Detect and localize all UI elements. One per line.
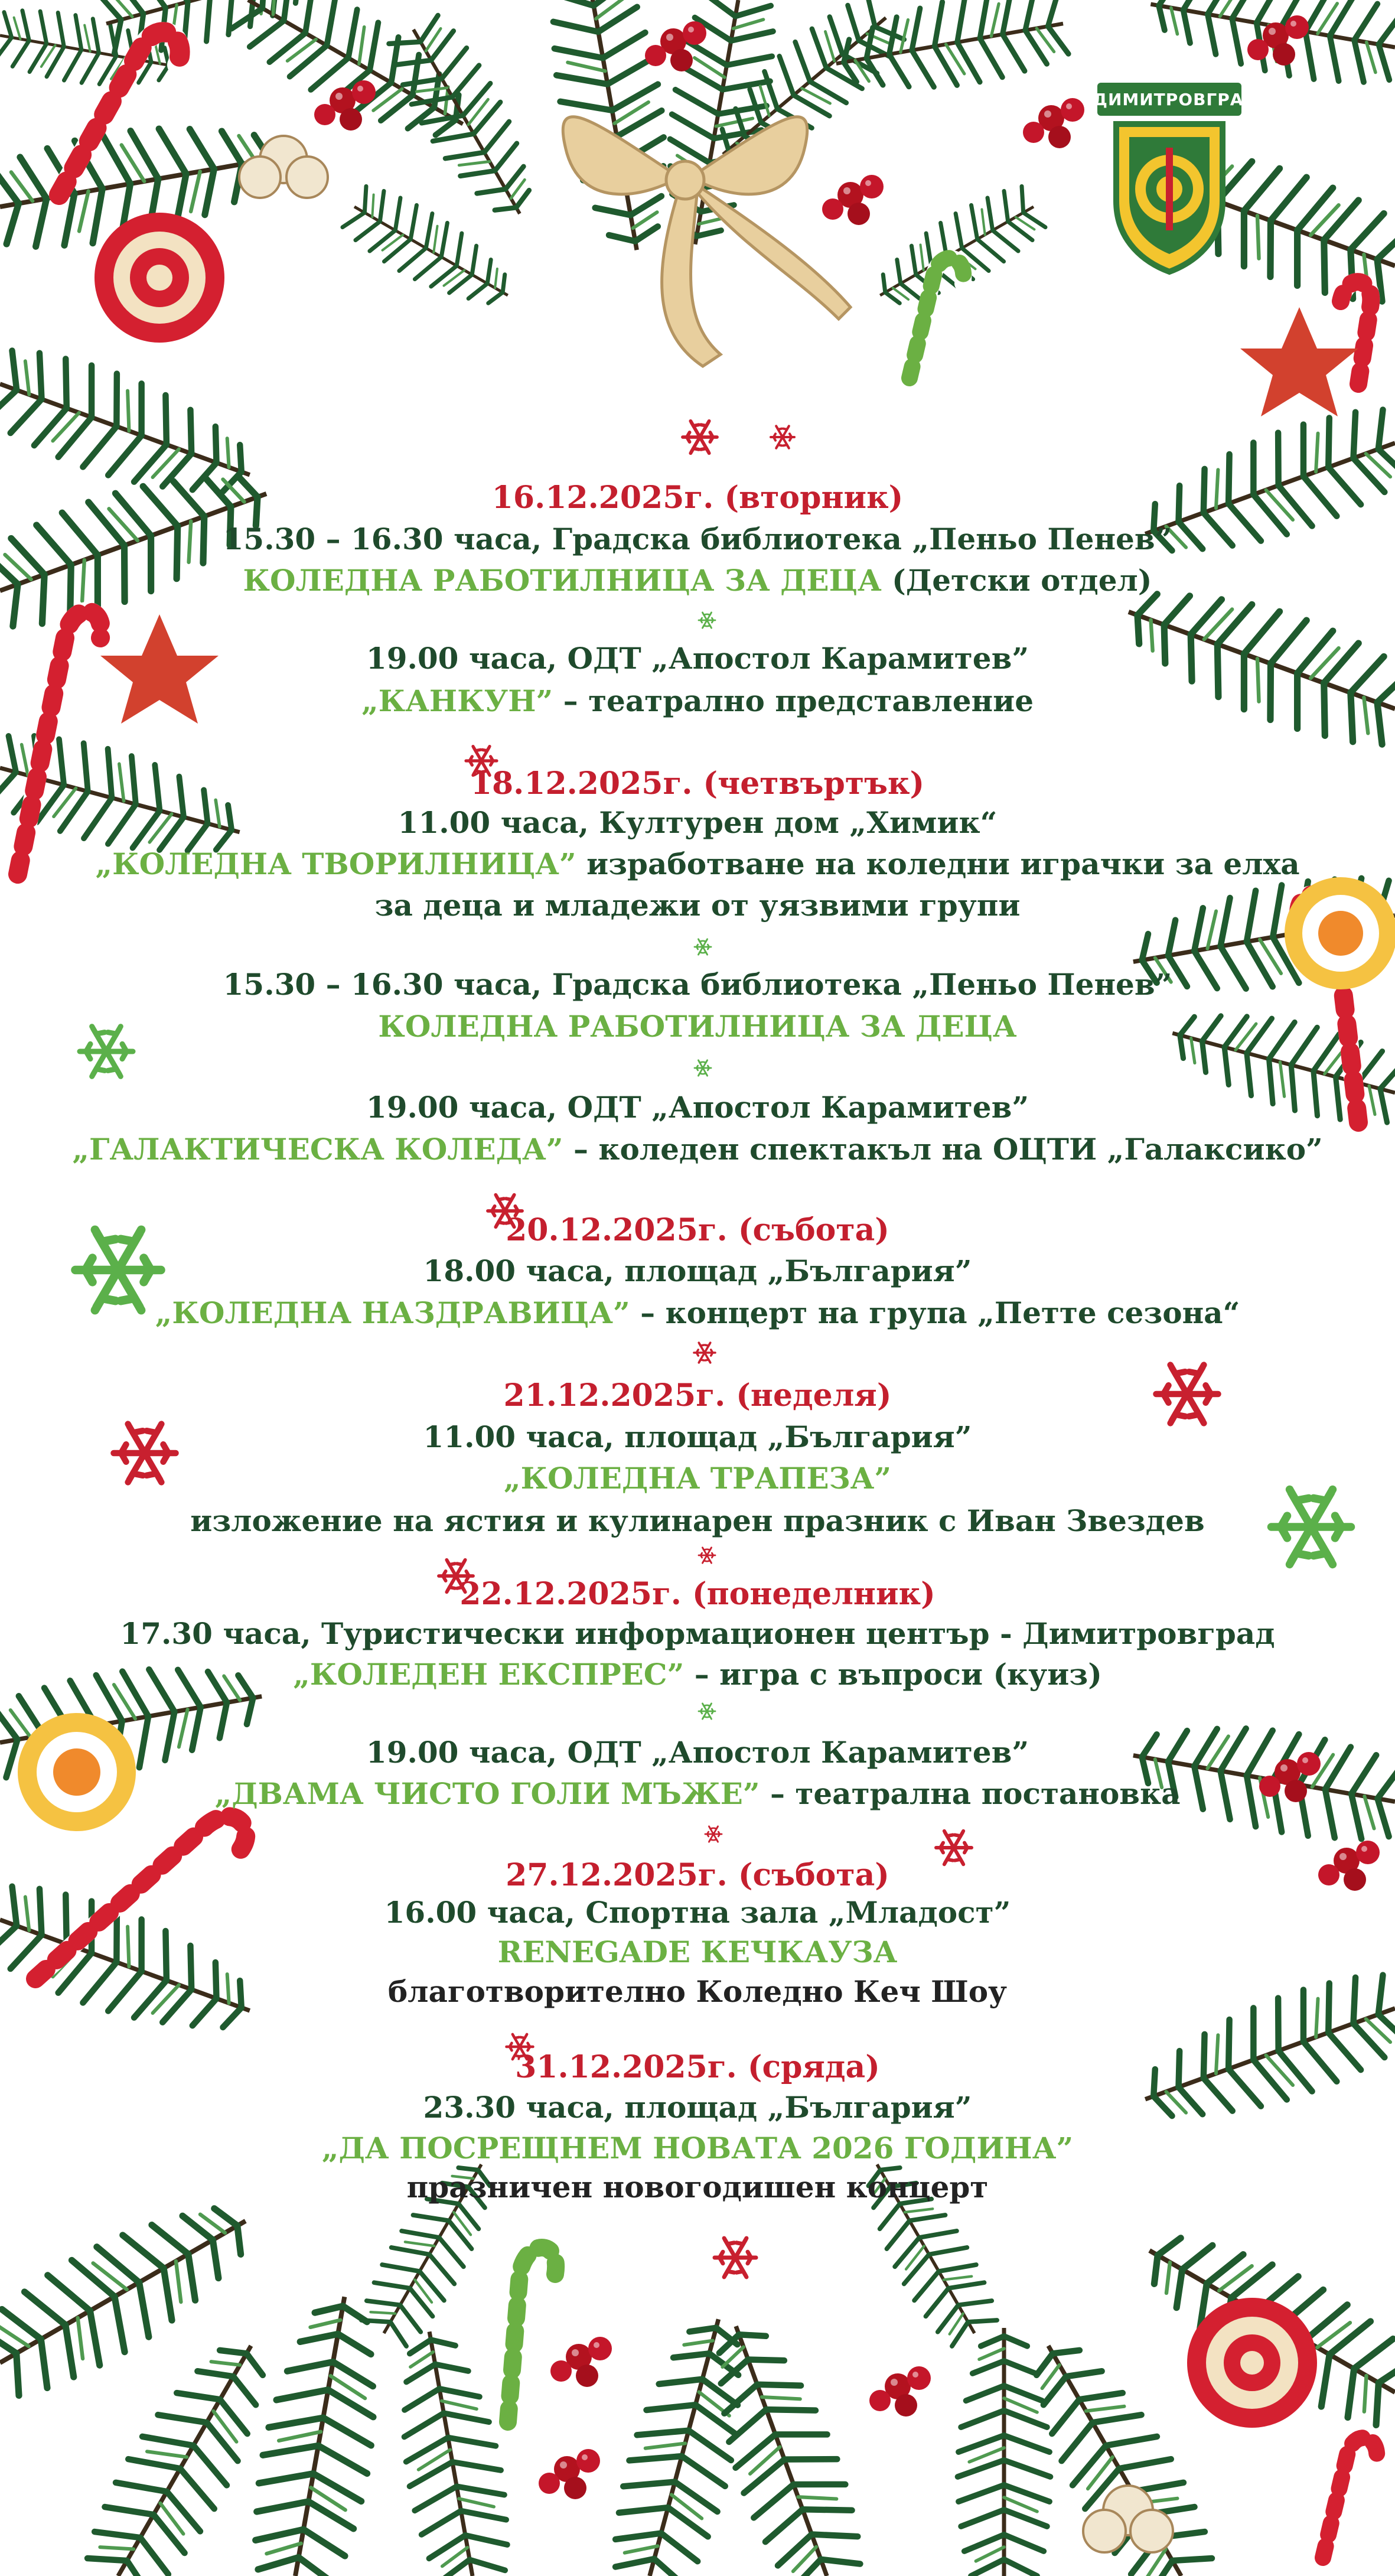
event-extra: изложение на ястия и кулинарен празник с Иван Звездев — [190, 1503, 1205, 1538]
event-title: КОЛЕДНА РАБОТИЛНИЦА ЗА ДЕЦА — [243, 563, 882, 598]
event-date: 18.12.2025г. (четвъртък) — [470, 766, 925, 802]
event-date: 22.12.2025г. (понеделник) — [459, 1576, 936, 1612]
event-date: 31.12.2025г. (сряда) — [515, 2049, 880, 2085]
event-time-place: 15.30 – 16.30 часа, Градска библиотека „Пеньо Пенев” — [223, 522, 1172, 556]
event-note: (Детски отдел) — [881, 563, 1152, 598]
event-time-place: 18.00 часа, площад „България” — [423, 1253, 972, 1288]
event-title: „ДВАМА ЧИСТО ГОЛИ МЪЖЕ” — [214, 1776, 760, 1811]
event-extra: за деца и младежи от уязвими групи — [374, 888, 1021, 923]
event-title-line — [0, 560, 1395, 601]
event-time-place: 19.00 часа, ОДТ „Апостол Карамитев” — [366, 641, 1029, 676]
event-time-place: 15.30 – 16.30 часа, Градска библиотека „Пеньо Пенев” — [223, 967, 1172, 1002]
event-time-place: 16.00 часа, Спортна зала „Младост” — [384, 1895, 1011, 1930]
event-extra: благотворително Коледно Кеч Шоу — [387, 1974, 1008, 2009]
event-title-line — [0, 844, 1395, 885]
event-time-place: 11.00 часа, площад „България” — [423, 1419, 972, 1454]
event-title: „КОЛЕДНА НАЗДРАВИЦА” — [155, 1295, 630, 1330]
event-time-place: 23.30 часа, площад „България” — [423, 2090, 972, 2125]
event-title-line — [0, 1292, 1395, 1334]
event-title: „КАНКУН” — [361, 683, 553, 718]
event-date: 20.12.2025г. (събота) — [506, 1212, 889, 1248]
event-note: изработване на коледни играчки за елха — [576, 846, 1300, 881]
event-extra: празничен новогодишен концерт — [406, 2170, 989, 2204]
event-date: 16.12.2025г. (вторник) — [491, 480, 904, 516]
event-title-line — [0, 680, 1395, 722]
event-title-line — [0, 1773, 1395, 1815]
event-title: „КОЛЕДНА ТРАПЕЗА” — [503, 1461, 892, 1496]
event-note: – театрална постановка — [760, 1776, 1181, 1811]
event-title: „КОЛЕДЕН ЕКСПРЕС” — [293, 1657, 685, 1692]
event-title-line — [0, 1654, 1395, 1695]
event-title: „КОЛЕДНА ТВОРИЛНИЦА” — [95, 846, 576, 881]
event-date: 27.12.2025г. (събота) — [506, 1857, 889, 1893]
event-note: – театрално представление — [553, 683, 1034, 718]
event-time-place: 19.00 часа, ОДТ „Апостол Карамитев” — [366, 1090, 1029, 1125]
event-title: „ГАЛАКТИЧЕСКА КОЛЕДА” — [72, 1132, 563, 1167]
event-time-place: 19.00 часа, ОДТ „Апостол Карамитев” — [366, 1735, 1029, 1770]
event-note: – концерт на група „Петте сезона“ — [630, 1295, 1240, 1330]
event-title: RENEGADE КЕЧКАУЗА — [497, 1935, 898, 1969]
event-title: КОЛЕДНА РАБОТИЛНИЦА ЗА ДЕЦА — [378, 1009, 1017, 1044]
event-note: – игра с въпроси (куиз) — [684, 1657, 1102, 1692]
city-logo-title: ДИМИТРОВГРАД — [1093, 90, 1259, 109]
event-title-line — [0, 1129, 1395, 1170]
event-time-place: 11.00 часа, Културен дом „Химик“ — [397, 805, 998, 840]
event-date: 21.12.2025г. (неделя) — [503, 1377, 892, 1414]
event-note: – коледен спектакъл на ОЦТИ „Галаксико” — [563, 1132, 1323, 1167]
event-time-place: 17.30 часа, Туристически информационен център - Димитровград — [120, 1616, 1275, 1651]
event-title: „ДА ПОСРЕЩНЕМ НОВАТА 2026 ГОДИНА” — [321, 2131, 1074, 2165]
